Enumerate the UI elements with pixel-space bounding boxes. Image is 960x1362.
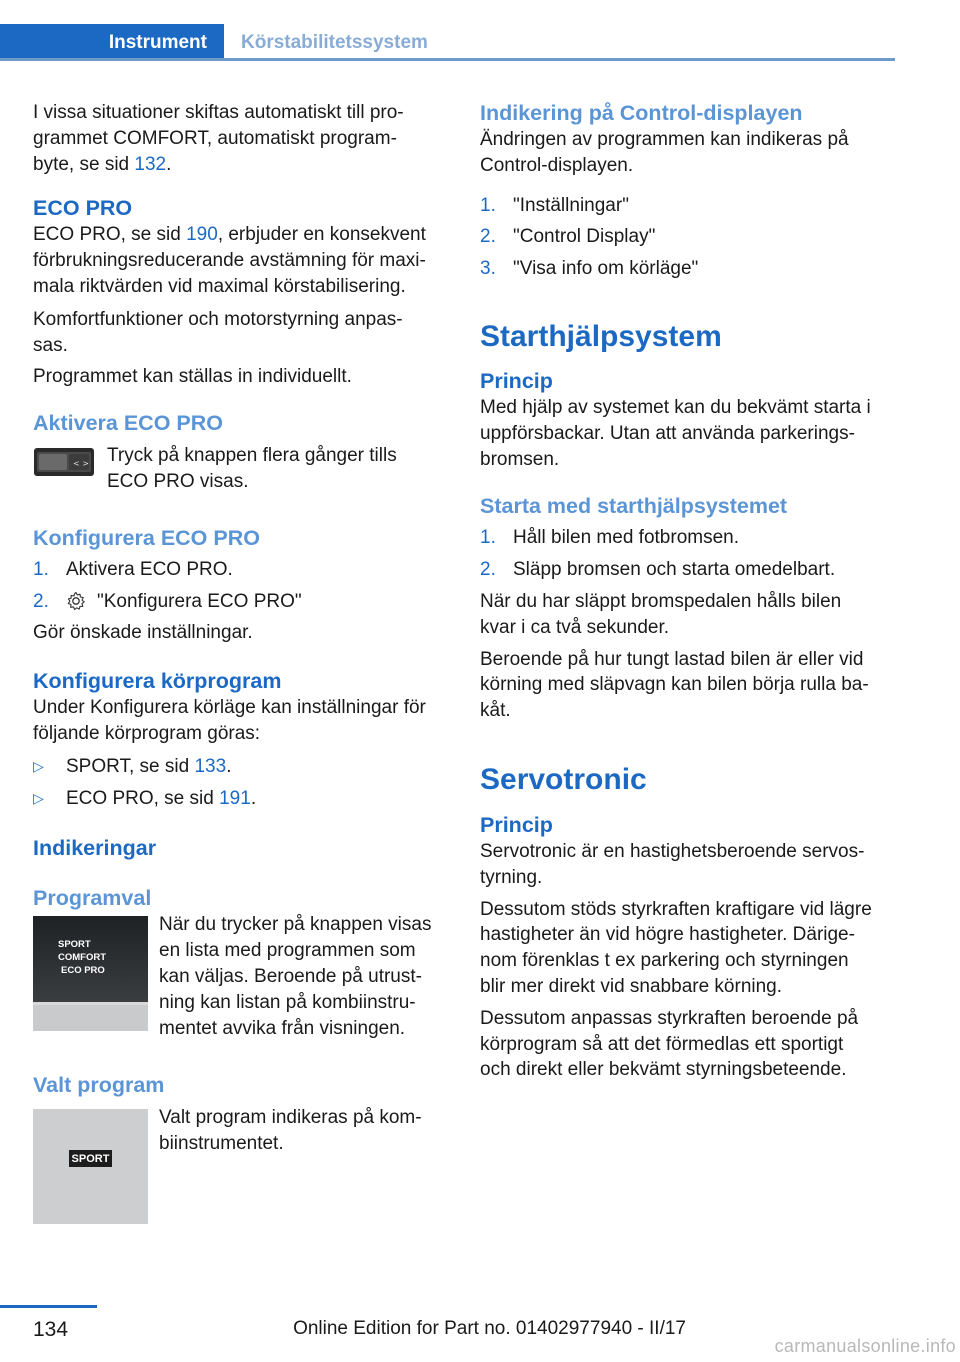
instrument-cluster-display: [33, 1109, 148, 1224]
load-paragraph: [480, 647, 895, 724]
intro-line: [33, 152, 448, 178]
servo-line: hastigheter än vid högre hastigheter. Därige‐: [480, 924, 855, 946]
list-item: [480, 193, 895, 219]
left-column: [33, 100, 448, 1224]
comfort-line: sas.: [33, 334, 68, 356]
heading-configure-drive-program: Konfigurera körprogram: [33, 669, 282, 694]
driving-experience-switch-icon: [33, 447, 95, 477]
eco-paragraph: [33, 222, 448, 299]
list-number: 2.: [480, 226, 496, 248]
menu-item-eco-pro: ECO PRO: [61, 965, 105, 977]
selected-program-line: biinstrumentet.: [159, 1133, 284, 1155]
start-paragraph: [480, 395, 895, 472]
heading-program-selection: Programval: [33, 886, 152, 911]
activate-line: ECO PRO visas.: [107, 470, 249, 492]
selected-program-image: [33, 1109, 159, 1224]
list-number: 1.: [33, 558, 49, 580]
menu-item-sport: SPORT: [58, 939, 91, 951]
drive-list: [33, 754, 448, 812]
servo-line: nom förenklas t ex parkering och styrningen: [480, 950, 849, 972]
list-text-part: ECO PRO, se sid: [66, 787, 220, 809]
configure-list: [33, 557, 448, 615]
page-number: 134: [33, 1318, 69, 1341]
list-number: 2.: [33, 590, 49, 612]
intro-line: I vissa situationer skiftas automatiskt till pro‐: [33, 102, 404, 123]
right-column: [480, 100, 895, 1083]
start-steps-list: [480, 525, 895, 583]
heading-indicators: Indikeringar: [33, 836, 157, 861]
comfort-paragraph: [33, 307, 448, 359]
list-text: "Visa info om körläge": [513, 258, 699, 280]
heading-configure-eco-pro: Konfigurera ECO PRO: [33, 525, 260, 550]
program-selection-row: [33, 912, 448, 1041]
servo-line: Servotronic är en hastighetsberoende servos‐: [480, 840, 865, 862]
intro-text: .: [166, 153, 172, 175]
list-text: Släpp bromsen och starta omedelbart.: [513, 559, 836, 581]
servo-line: Dessutom stöds styrkraften kraftigare vid lägre: [480, 898, 872, 920]
eco-line: förbrukningsreducerande avstämning för maxi‐: [33, 250, 426, 272]
start-line: bromsen.: [480, 448, 560, 470]
activate-row: [33, 443, 448, 495]
header-divider: [0, 58, 895, 61]
heading-starthjalpsystem: Starthjälpsystem: [480, 319, 722, 353]
servo-line: blir mer direkt vid snabbare körning.: [480, 975, 783, 997]
released-line: kvar i ca två sekunder.: [480, 616, 670, 638]
list-text: Håll bilen med fotbromsen.: [513, 527, 739, 549]
heading-princip-start: Princip: [480, 368, 553, 393]
control-display-line: Control-displayen.: [480, 154, 634, 176]
intro-text: byte, se sid: [33, 153, 135, 175]
individual-paragraph: Programmet kan ställas in individuellt.: [33, 366, 352, 388]
heading-start-with-hill-assist: Starta med starthjälpsystemet: [480, 494, 788, 519]
eco-line: mala riktvärden vid maximal körstabilisering.: [33, 275, 406, 297]
program-selection-line: När du trycker på knappen visas: [159, 914, 432, 936]
drive-line: Under Konfigurera körläge kan inställningar för: [33, 697, 426, 719]
heading-eco-pro: ECO PRO: [33, 196, 133, 221]
list-text-part: .: [226, 755, 232, 777]
list-text: "Konfigurera ECO PRO": [97, 590, 302, 612]
list-item: [33, 589, 448, 615]
sport-badge: SPORT: [69, 1150, 112, 1167]
panel-lower: [33, 1005, 148, 1031]
page-link-132[interactable]: 132: [134, 153, 167, 175]
footer-divider: [0, 1305, 97, 1308]
menu-item-comfort: COMFORT: [58, 952, 107, 964]
eco-button-image: [33, 447, 107, 482]
heading-princip-servo: Princip: [480, 812, 553, 837]
list-item: [33, 754, 448, 780]
load-line: körning med släpvagn kan bilen börja rulla ba‐: [480, 674, 869, 696]
list-text: [66, 754, 231, 780]
edition-text: Online Edition for Part no. 01402977940 - II/17: [293, 1318, 686, 1339]
heading-control-display: Indikering på Control-displayen: [480, 101, 803, 125]
start-line: uppförsbackar. Utan att använda parkerings‐: [480, 422, 855, 444]
list-text: [66, 786, 256, 812]
program-selection-line: ning kan listan på kombiinstru‐: [159, 991, 416, 1013]
list-item: [480, 525, 895, 551]
section-tab-korstabilitetssystem[interactable]: Körstabilitetssystem: [241, 31, 428, 53]
bullet-triangle-icon: ▷: [33, 789, 44, 806]
servo-line: körprogram så att det förmedlas ett sportigt: [480, 1033, 844, 1055]
page-link-191[interactable]: 191: [219, 787, 251, 809]
activate-line: Tryck på knappen flera gånger tills: [107, 445, 397, 467]
comfort-line: Komfortfunktioner och motorstyrning anpas‐: [33, 308, 403, 330]
list-text: "Inställningar": [513, 194, 629, 216]
list-number: 1.: [480, 527, 496, 549]
servo-paragraph-3: [480, 1006, 895, 1083]
list-item: [33, 786, 448, 812]
program-selection-line: kan väljas. Beroende på utrust‐: [159, 965, 422, 987]
list-number: 3.: [480, 258, 496, 280]
intro-line: grammet COMFORT, automatiskt program‐: [33, 127, 397, 149]
program-selection-line: mentet avvika från visningen.: [159, 1017, 406, 1039]
selected-program-text: [159, 1105, 422, 1157]
program-menu-image: [33, 916, 159, 1031]
list-number: 1.: [480, 194, 496, 216]
drive-paragraph: [33, 695, 448, 747]
selected-program-row: [33, 1105, 448, 1224]
eco-text: ECO PRO, se sid: [33, 224, 187, 246]
control-display-line: Ändringen av programmen kan indikeras på: [480, 129, 849, 150]
eco-text: , erbjuder en konsekvent: [217, 224, 426, 246]
control-display-paragraph: [480, 127, 895, 179]
released-line: När du har släppt bromspedalen hålls bilen: [480, 590, 842, 612]
header-bar: [0, 0, 895, 62]
watermark: carmanualsonline.info: [774, 1336, 956, 1356]
selected-program-line: Valt program indikeras på kom‐: [159, 1107, 422, 1129]
list-text-part: .: [250, 787, 257, 809]
load-line: Beroende på hur tungt lastad bilen är eller vid: [480, 648, 864, 670]
control-display-list: [480, 193, 895, 282]
load-line: kåt.: [480, 700, 511, 722]
list-item: [480, 224, 895, 250]
heading-activate-eco-pro: Aktivera ECO PRO: [33, 411, 223, 436]
program-menu-list: [58, 938, 106, 977]
heading-selected-program: Valt program: [33, 1073, 165, 1098]
activate-text: [107, 443, 397, 495]
list-number: 2.: [480, 559, 496, 581]
list-text: "Control Display": [513, 226, 656, 248]
servo-line: och direkt eller bekvämt styrningsbeteende.: [480, 1059, 847, 1081]
svg-text:< >: < >: [73, 459, 89, 469]
settings-gear-icon: [66, 589, 97, 615]
section-tab-instrument[interactable]: Instrument: [0, 24, 224, 61]
list-text-part: SPORT, se sid: [66, 755, 195, 777]
start-line: Med hjälp av systemet kan du bekvämt starta i: [480, 396, 871, 418]
configure-after-text: Gör önskade inställningar.: [33, 622, 253, 644]
servo-paragraph-2: [480, 897, 895, 1000]
program-selection-text: [159, 912, 431, 1041]
page-link-133[interactable]: 133: [194, 755, 227, 777]
bullet-triangle-icon: ▷: [33, 757, 44, 774]
list-item: [33, 557, 448, 583]
servo-paragraph-1: [480, 839, 895, 891]
intro-paragraph: [33, 100, 448, 177]
servo-line: tyrning.: [480, 866, 543, 888]
page-link-190[interactable]: 190: [186, 224, 218, 246]
drive-line: följande körprogram göras:: [33, 722, 261, 744]
eco-line: [33, 222, 448, 248]
heading-servotronic: Servotronic: [480, 762, 647, 796]
list-item: [480, 256, 895, 282]
list-item: [480, 557, 895, 583]
program-menu-display: [33, 916, 148, 1031]
program-selection-line: en lista med programmen som: [159, 940, 416, 962]
released-paragraph: [480, 589, 895, 641]
list-text: Aktivera ECO PRO.: [66, 558, 233, 580]
servo-line: Dessutom anpassas styrkraften beroende på: [480, 1007, 859, 1029]
